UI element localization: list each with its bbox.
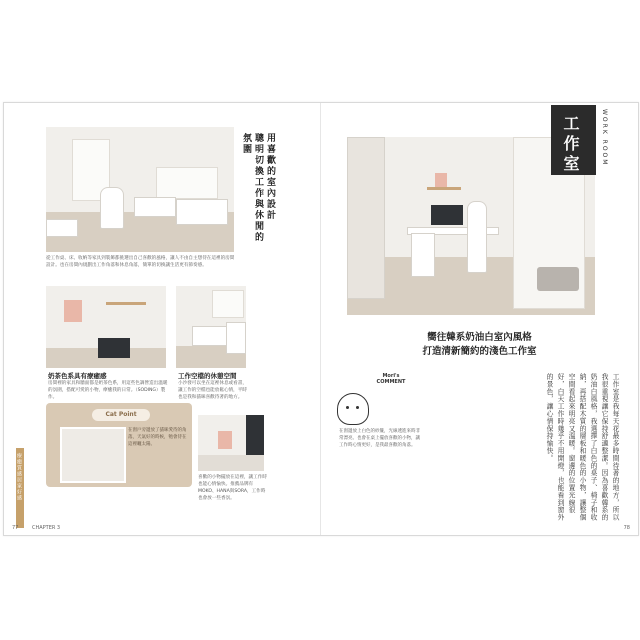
desk-items-photo [198, 415, 264, 471]
page-title-en: WORK ROOM [601, 109, 608, 167]
cat-point-box [46, 403, 192, 487]
sofa-corner-photo [46, 286, 166, 368]
main-room-photo [46, 127, 234, 252]
body-text: 工作室是我每天花最多時間待著的地方，所以我很重視讓它保持舒適整潔。因為喜歡韓系的奶油白風格，我選擇了白色的桌子、椅子和收納，再搭配木質的層板和暖色的小物，讓整個空間看起來明亮又溫暖。窗邊的位置光線很好，白天工作時幾乎不用開燈，也能看到窗外的景色，讓心情保持愉快。 [545, 373, 619, 521]
rest-space-photo [176, 286, 246, 368]
heading-line-1: 用喜歡的室內設計 [265, 133, 275, 221]
left-vertical-heading [240, 133, 276, 253]
photo4-caption: 喜歡的小物擺放在這裡，讓工作時也能心情愉快。推薦品牌有MOKO、HANA與SORA，工作時也會放一些香氛。 [198, 475, 267, 501]
section1-text: 房間裡的家具和牆面都是奶茶色系，用這些色調營造出溫暖的氛圍，搭配可愛的小物，療癒我的日常。（SODING）製作。 [48, 381, 168, 400]
subheading-line-1: 嚮往韓系奶油白室內風格 [427, 332, 532, 343]
mori-avatar-icon [337, 393, 369, 425]
side-label: 療癒質感居家好感 [16, 453, 22, 501]
left-page-number [12, 525, 60, 531]
right-page [321, 103, 638, 535]
left-page-number-value: 77 [12, 525, 19, 531]
chapter-label: CHAPTER 3 [31, 525, 61, 531]
right-page-number: 78 [623, 525, 630, 531]
mori-comment-text: 在窗邊放上白色的紗簾，光線透進來時非常漂亮。也會在桌上擺放喜歡的小物，讓工作時心情更好，是我最喜歡的角落。 [339, 429, 420, 448]
section2-text: 小沙發可以坐在這裡休息或看書，讓工作的空檔也能放鬆心情，平時也是我和貓咪喜歡待著的地方。 [178, 381, 247, 400]
heading-line-2: 聰明切換工作與休閒的氛圍 [241, 133, 263, 243]
section2-title: 工作空檔的休憩空間 [178, 372, 237, 380]
title-block [551, 105, 596, 175]
cat-point-label: Cat Point [92, 409, 150, 421]
intro-text: 從工作桌、床、收納等家具到裝飾都挑選出自己喜歡的風格，讓人不由自主想待在這裡的房間設計。也在房間內規劃出工作角落和休息角落，簡單的切換讓生活更有節奏感。 [46, 256, 235, 268]
page-title: 工作室 [561, 115, 580, 175]
cat-window-photo [60, 427, 126, 483]
subheading-line-2: 打造清新簡約的淺色工作室 [422, 346, 537, 357]
book-spread [3, 102, 639, 536]
cat-point-text: 在窗戶旁邊放了貓咪愛待的角落，天氣好的時候，牠會待在這裡曬太陽。 [128, 428, 187, 447]
left-page [4, 103, 321, 535]
section1-title: 奶茶色系具有療癒感 [48, 372, 107, 380]
mori-comment-label: Mori's COMMENT [376, 373, 406, 385]
